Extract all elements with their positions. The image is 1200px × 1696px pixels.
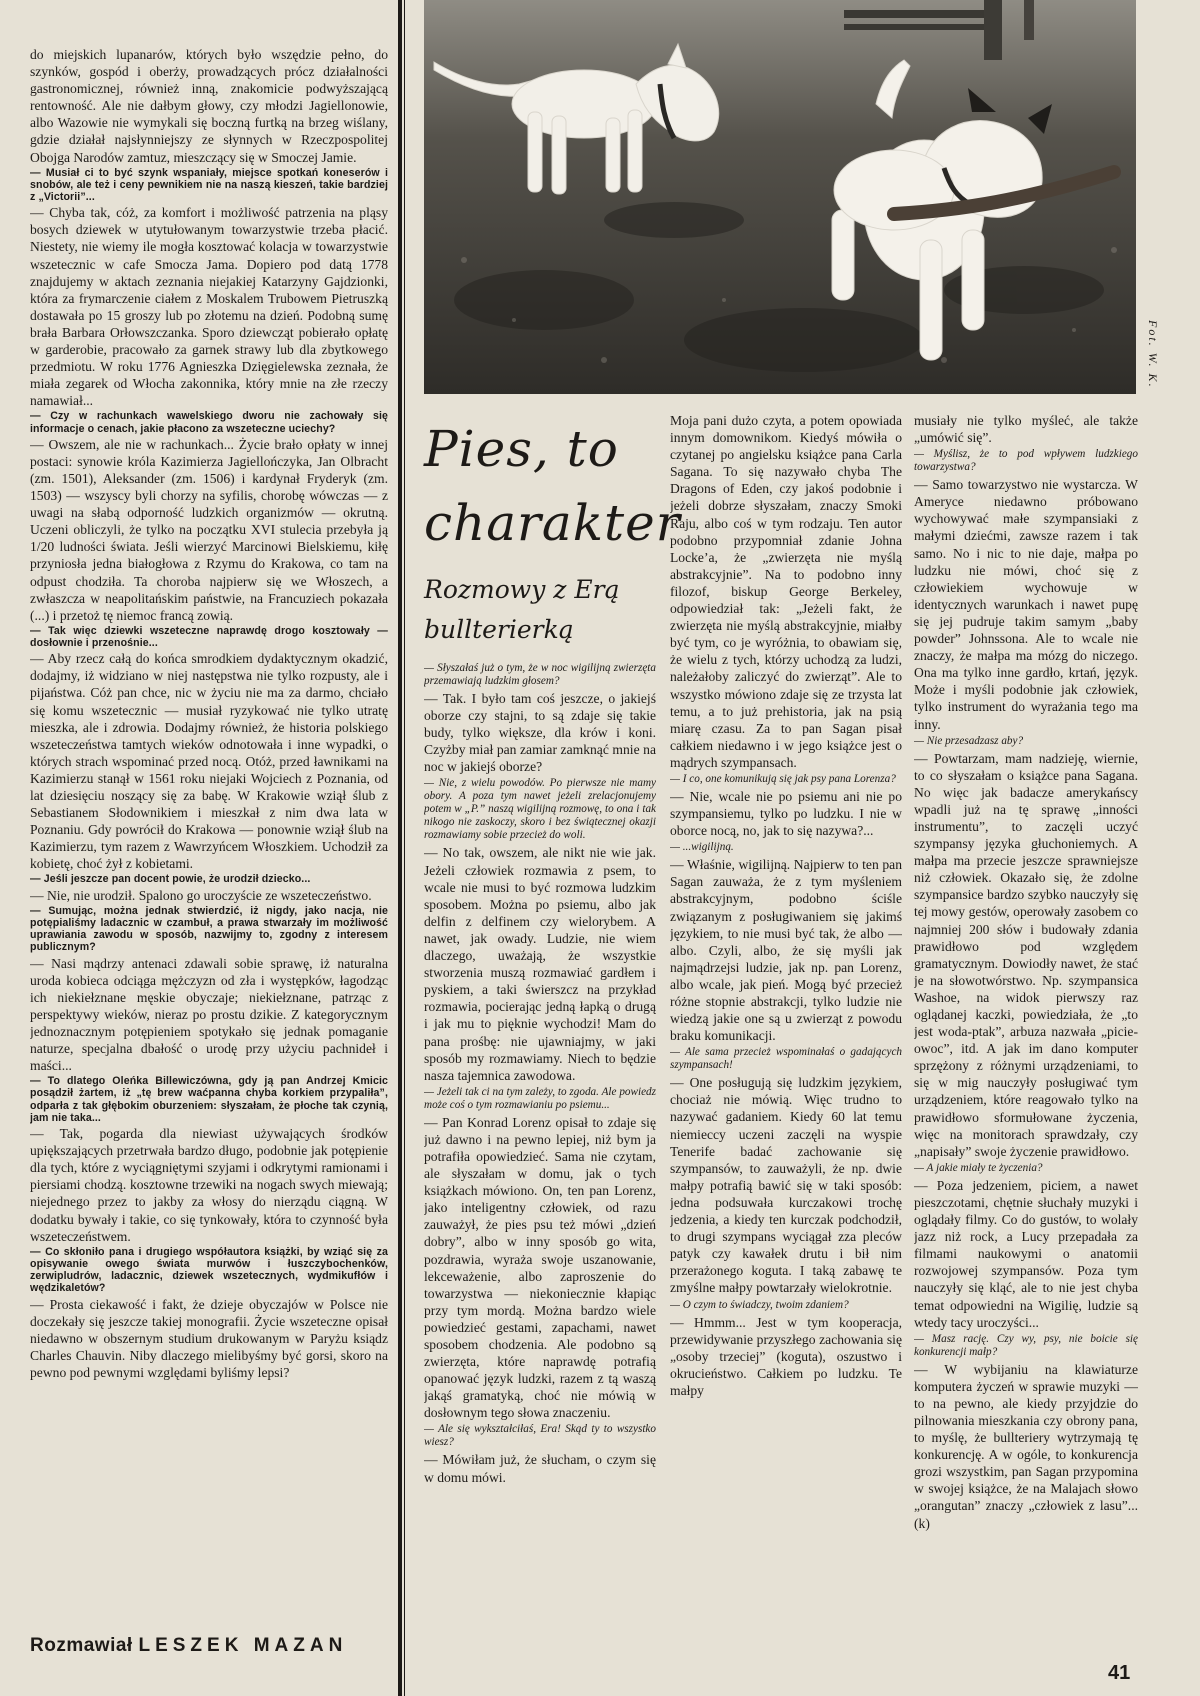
answer-paragraph: — Poza jedzeniem, piciem, a nawet pieszczotami, chętnie słuchały muzyki i oglądały filmy. Co do gustów, to wolały jazz niż rock, a Lucy przepadała za filmami naukowymi o anatomii rozwojowej szympansów. Poza tym nauczyły się kląć, ale to nie jest chyba temat odpowiedni na Wigilię, ludzie są wtedy tacy uroczyści... xyxy=(914,1177,1138,1330)
question-paragraph: — Myślisz, że to pod wpływem ludzkiego towarzystwa? xyxy=(914,448,1138,474)
answer-paragraph: — Owszem, ale nie w rachunkach... Życie brało opłaty w innej postaci: synowie króla Kazimierza Jagiellończyka, Jan Olbracht (zm. 1501), Aleksander (zm. 1506) i kardynał Fryderyk (zm. 1503) — wszyscy byli chorzy na syfilis, chorobę wówczas — z uwagi na słabą odporność ludzkich organizmów — okrutną. Uczeni obliczyli, że tylko na początku XVI stulecia przebyła ją 1/20 ludności świata. Jeśli wierzyć Marcinowi Bielskiemu, kiłę przyniosła jedna białogłowa z Rzymu do Krakowa, co tam na odpust chodziła. Ta choroba najpierw się we Włoszech, a zwłaszcza w neapolitańskim państwie, na Francuziech pokazała (...) i przetoż tę niemoc francą zowią. xyxy=(30,436,388,623)
article-title-block xyxy=(424,412,681,650)
question-paragraph: — I co, one komunikują się jak psy pana Lorenza? xyxy=(670,772,896,785)
answer-paragraph: musiały nie tylko myśleć, ale także „umówić się”. xyxy=(914,413,1138,446)
question-paragraph: — Jeśli jeszcze pan docent powie, że urodził dziecko... xyxy=(30,873,311,886)
two-dogs-photo xyxy=(424,0,1136,394)
question-paragraph: — A jakie miały te życzenia? xyxy=(914,1161,1043,1174)
left-column-text xyxy=(30,46,388,1636)
answer-paragraph: — W wybijaniu na klawiaturze komputera życzeń w sprawie muzyki — to na pewno, ale kiedy przyjdzie do pilnowania mieszkania czy obrony pana, to myślę, że bullteriery wytrzymają tę konkurencję. A w ogóle, to konkurencja grozi wszystkim, pan Sagan przypomina w swojej książce, że na Malajach słowo „orangutan” znaczy „człowiek z lasu”... (k) xyxy=(914,1361,1138,1531)
byline-author: LESZEK MAZAN xyxy=(138,1635,348,1656)
byline xyxy=(30,1635,390,1657)
page-number: 41 xyxy=(1108,1662,1131,1684)
subtitle-line-2: bullterierką xyxy=(424,615,574,644)
answer-paragraph: Moja pani dużo czyta, a potem opowiada innym domownikom. Kiedyś mówiła o czytanej po angielsku książce pana Carla Sagana. To się nazywało chyba The Dragons of Eden, czy jakoś podobnie i jeżeli dobrze słyszałam, znaczy Smoki Raju, albo coś w tym rodzaju. Ten autor podobno przypomniał zdanie Johna Locke’a, że „zwierzęta nie myślą abstrakcyjnie”. Na to podobno inny filozof, biskup George Berkeley, odpowiedział tak: „Jeżeli fakt, że zwierzęta nie myślą abstrakcyjnie, miałby być tym, co je wyróżnia, to obawiam się, że wielu z tych, którzy uchodzą za ludzi, należałoby zaliczyć do zwierząt”. Ale to wszystko mówiono zdaje się ze trzysta lat temu, a to już prehistoria, jak na psią miarę czasu. Za to pan Sagan pisał całkiem niedawno i w jego książce jest o mądrych szympansach. xyxy=(670,413,902,770)
question-paragraph: — Co skłoniło pana i drugiego współautora książki, by wziąć się za opisywanie owego świata murwów i łuszczybochenków, zerwipludrów, ladacznic, dziewek wszetecznych, wydmikufłów i wędzikaletów? xyxy=(30,1245,388,1295)
question-paragraph: — Tak więc dziewki wszeteczne naprawdę drogo kosztowały — dosłownie i przenośnie... xyxy=(30,624,388,650)
title-line-2: charakter xyxy=(424,494,681,552)
answer-paragraph: — Pan Konrad Lorenz opisał to zdaje się już dawno i na pewno lepiej, niż bym ja potrafiła opowiedzieć. Sama nie czytam, ale słyszałam w domu, jak o tych książkach mówiono. On, ten pan Lorenz, jako inteligentny człowiek, od razu zauważył, że pies psu też mówi „dzień dobry”, albo w inny sposób go wita, pozdrawia, wyraża swoje uszanowanie, lekceważenie, albo zaproszenie do towarzystwa — niekoniecznie kłapiąc przy tym mordą. Można bardzo wiele powiedzieć gestami, zapachami, nawet sposobem chodzenia. Ale podobno są zwierzęta, które naprawdę potrafią opanować język ludzki, razem z tą waszą jakąś gramatyką, choć nie mówią w dosłownym tego słowa znaczeniu. xyxy=(424,1114,656,1421)
question-paragraph: — Nie przesadzasz aby? xyxy=(914,734,1024,747)
answer-paragraph: — Hmmm... Jest w tym kooperacja, przewidywanie przyszłego zachowania się „osoby trzeciej” (koguta), oszustwo i okrucieństwo. Całkiem po ludzku. Te małpy xyxy=(670,1314,902,1398)
answer-paragraph: — Nie, wcale nie po psiemu ani nie po szympansiemu, tylko po ludzku. I nie w oborce nocą, no, jak to się nazywa?... xyxy=(670,788,902,839)
answer-paragraph: — No tak, owszem, ale nikt nie wie jak. Jeżeli człowiek rozmawia z psem, to wcale nie musi to być rozmowa ludzkim sposobem. Można po psiemu, albo jak delfin z delfinem czy wielorybem. A nawet, jak owady. Ludzie, nie wiem dlaczego, uważają, że wszystkie stworzenia muszą rozmawiać gardłem i pyskiem, a taki świerszcz na przykład rozmawia, pocierając jedną łapką o drugą i jak mu to pięknie wychodzi! Mam do pana prośbę: nie ujawniajmy, w jaki sposób my rozmawiamy. Niech to będzie nasza tajemnica zawodowa. xyxy=(424,845,656,1083)
question-paragraph: — Nie, z wielu powodów. Po pierwsze nie mamy obory. A poza tym nawet jeżeli zrelacjonujemy potem w „P.” naszą wigilijną rozmowę, to ona i tak nikogo nie zaskoczy, skoro i bez świątecznej okazji rozmawiamy sobie przecież do woli. xyxy=(424,777,656,842)
article-column-2 xyxy=(670,412,902,1692)
answer-paragraph: — Chyba tak, cóż, za komfort i możliwość patrzenia na pląsy bosych dziewek w utytułowanym towarzystwie trzeba płacić. Niestety, nie wiemy ile mogła kosztować kolacja w towarzystwie wszetecznic w cafe Smocza Jama. Dopiero pod datą 1778 znajdujemy w aktach zeznania niejakiej Katarzyny Gajdzionki, która za frymarczenie ciałem z Moskalem Trubowem Pietruszką dostawała po 15 groszy lub po złotemu na dzień. Podobną sumę brała Barbara Orłowszczanka. Sporo dziewcząt pobierało opłatę w garderobie, pracowało za garnek strawy lub dla zbytkowego przedmiotu. W roku 1776 Agnieszka Dzięgielewska zeznała, że miała zegarek od Włocha zakonnika, który mnie na złe rzeczy namawiał... xyxy=(30,205,388,409)
question-paragraph: — O czym to świadczy, twoim zdaniem? xyxy=(670,1298,849,1311)
answer-paragraph: — Samo towarzystwo nie wystarcza. W Ameryce niedawno próbowano wychowywać małe szympansiaki z małymi dziećmi, zawsze razem i tak samo. No i nic to nie daje, małpa po ludzku nie mówi, choć się z człowiekiem wychowuje w identycznych warunkach i nawet pupę się jej pudruje takim samym „baby powder” Johnssona. Ale to wcale nie znaczy, że małpa ma mózg do niczego. Ona ma tylko inne gardło, krtań, język. Może i myśli podobnie jak człowiek, tylko instrument do wyrażania tego ma inny. xyxy=(914,477,1138,732)
question-paragraph: — Musiał ci to być szynk wspaniały, miejsce spotkań koneserów i snobów, ale też i ceny pewnikiem nie na naszą kieszeń, takie bardziej z „Victorii”... xyxy=(30,166,388,204)
answer-paragraph: — Powtarzam, mam nadzieję, wiernie, to co słyszałam o książce pana Sagana. No więc jak badacze amerykańscy wpadli już na tę sprawę „inności instrumentu”, to zaczęli uczyć szympansy języka głuchoniemych. A małpa ma przecie jeszcze sprawniejsze niż człowiek. Okazało się, że zdolne szympansice bardzo szybko nauczyły się tej mowy gestów, operowały zasobem co najmniej 200 słów i budowały zdania prawidłowo pod względem gramatycznym. Dowiodły nawet, że stać je na słowotwórstwo. Np. szympansica Washoe, na widok pierwszy raz oglądanej kaczki, powiedziała, że „to jest woda-ptak”, arbuza nazwała „picie-owoc”, itd. A jak im dano komputer sprzężony z różnymi urządzeniami, to się w mig nauczyły posługiwać tym urządzeniem, które reagowało tylko na prawidłowo sformułowane życzenia, więc na monitorach sprawdzały, czy „napisały” swoje życzenie prawidłowo. xyxy=(914,750,1138,1159)
answer-paragraph: do miejskich lupanarów, których było wszędzie pełno, do szynków, gospód i oberży, prowadzących prócz działalności gastronomicznej, również inną, znakomicie podwyższającą rentowność. Ale nie dałbym głowy, czy młodzi Jagiellonowie, albo Wazowie nie wymykali się boczną furtką na brzeg wiślany, gdzie działał najsłynniejszy ze słynnych w Rzeczpospolitej Obojga Narodów zamtuz, mieszczący się w Smoczej Jamie. xyxy=(30,47,388,165)
answer-paragraph: — Tak. I było tam coś jeszcze, o jakiejś oborze czy stajni, to są zdaje się takie budy, tylko większe, dla krów i koni. Czyżby miał pan zamiar zamknąć mnie na noc w jakiejś oborze? xyxy=(424,691,656,775)
article-title xyxy=(424,412,681,560)
question-paragraph: — Czy w rachunkach wawelskiego dworu nie zachowały się informacje o cenach, jakie płacono za wszeteczne uciechy? xyxy=(30,410,388,435)
question-paragraph: — Słyszałaś już o tym, że w noc wigilijną zwierzęta przemawiają ludzkim głosem? xyxy=(424,662,656,687)
answer-paragraph: — Nie, nie urodził. Spalono go uroczyście ze wszeteczeństwo. xyxy=(30,887,372,903)
question-paragraph: — To dlatego Oleńka Billewiczówna, gdy ją pan Andrzej Kmicic posądził żartem, iż „tę brew waćpanna chyba korkiem przypaliła”, odparła z tak głębokim oburzeniem: słyszałam, że płoche tak czynią, jam nie taka... xyxy=(30,1075,388,1124)
answer-paragraph: — Mówiłam już, że słucham, o czym się w domu mówi. xyxy=(424,1452,656,1485)
answer-paragraph: — Aby rzecz całą do końca smrodkiem dydaktycznym okadzić, dodajmy, iż widziano w niej następstwa nie tylko rozpusty, ale i pijaństwa. Cóż pan chce, nic w życiu nie ma za darmo, chciało się komu wszetecznic — musiał ryzykować nie tylko utratę mieszka, ale i zdrowia. Dodajmy również, że historia polskiego wszeteczeństwa tamtych wieków odnotowała i inne wypadki, o których strach wspominać przed nocą. Otóż, przed ławnikami na Kazimierzu stanął w 1561 roku niejaki Wojciech z Poznania, od lat dziesięciu noszący się za babę. W Krakowie wziął ślub z Sebastianem Słodownikiem i mieszkał z nim dwa lata w Poznaniu. Gdy powrócił do Krakowa — ponownie wziął ślub na Kazimierzu, tym razem z Wawrzyńcem Włoszkiem. Uchodził za kobietę, choć żył z kobietami. xyxy=(30,651,388,872)
photo-illustration xyxy=(424,0,1136,394)
question-paragraph: — Ale się wykształciłaś, Era! Skąd ty to wszystko wiesz? xyxy=(424,1423,656,1449)
question-paragraph: — Masz rację. Czy wy, psy, nie boicie się konkurencji małp? xyxy=(914,1332,1138,1358)
byline-prefix: Rozmawiał xyxy=(30,1635,133,1656)
answer-paragraph: — Tak, pogarda dla niewiast używających środków upiększających przetrwała bardzo długo, podobnie jak potępienie dla tych, które z wyciągniętymi szyjami i odkrytymi ramionami i piersiami chodzą. kosztowne trzewiki na nogach swych miewają; niejednego przez to jakby za włosy do nierządu ciągną. W dodatku bywały i takie, co się tynkowały, która to czynność była wszeteczeństwem. xyxy=(30,1126,388,1244)
answer-paragraph: — Nasi mądrzy antenaci zdawali sobie sprawę, iż naturalna uroda kobieca odciąga mężczyzn od zła i występków, łagodząc ich niekiełznane męskie obyczaje; niekiełznane, patrząc z perspektywy wieków, nieraz po prostu dzikie. Z kategorycznym jednoznacznym potępieniem spotykało się jednak pomaganie naturze, specjalna dbałość o urodę przy użyciu pachnideł i maści... xyxy=(30,955,388,1074)
article-column-3 xyxy=(914,412,1138,1592)
answer-paragraph: — Właśnie, wigilijną. Najpierw to ten pan Sagan zauważa, że z tym myśleniem abstrakcyjnym, podobno ściśle związanym z posługiwaniem się jakimś językiem, to nie musi być tak, że albo — albo. Czyli, albo, że się myśli jak najmądrzejsi ludzie, jak np. pan Lorenz, albo wcale, jak pień. Mogą być przecież różne stopnie abstrakcji, tylko ludzie nie wiedzą jakie one są u zwierząt z powodu braku komunikacji. xyxy=(670,857,902,1044)
column-divider-thin xyxy=(404,0,405,1696)
column-divider xyxy=(398,0,402,1696)
question-paragraph: — Jeżeli tak ci na tym zależy, to zgoda. Ale powiedz może coś o tym rozmawianiu po psiemu... xyxy=(424,1085,656,1111)
question-paragraph: — ...wigilijną. xyxy=(670,841,734,854)
question-paragraph: — Sumując, można jednak stwierdzić, iż nigdy, jako nacja, nie potępialiśmy ladacznic w czambuł, a prawa stwarzały im możliwość uprawiania zawodu w sposób, nazwijmy to, zgodny z interesem publicznym? xyxy=(30,904,388,954)
title-line-1: Pies, to xyxy=(424,420,619,478)
photo-credit: Fot. W. K. xyxy=(1146,320,1160,389)
article-subtitle xyxy=(424,570,656,650)
answer-paragraph: — One posługują się ludzkim językiem, chociaż nie mówią. Więc trudno to nazywać gadaniem. Kiedy 60 lat temu niemieccy uczeni zaczęli na wyspie Tenerife badać zachowanie się szympansów, to zauważyli, że np. dwie małpy potrafią bawić się w taki sposób: jedna podsuwała kurczakowi trochę jedzenia, a kiedy ten kurczak podchodził, to drugi szympans wyciągał zza pleców patyk czy kawałek drutu i bił nim przerażonego koguta. I taką zabawę te zmyślne małpy powtarzały wielokrotnie. xyxy=(670,1075,902,1296)
answer-paragraph: — Prosta ciekawość i fakt, że dzieje obyczajów w Polsce nie doczekały się jeszcze takiej monografii. Życie wszeteczne opisał niedawno w obszernym studium drukowanym w Paryżu ksiądz Charles Chauvin. Niby dlaczego mielibyśmy być gorsi, skoro na pewno pod pewnymi względami byliśmy lepsi? xyxy=(30,1296,388,1380)
article-column-1 xyxy=(424,660,656,1690)
question-paragraph: — Ale sama przecież wspominałaś o gadających szympansach! xyxy=(670,1046,902,1072)
subtitle-line-1: Rozmowy z Erą xyxy=(424,575,620,604)
